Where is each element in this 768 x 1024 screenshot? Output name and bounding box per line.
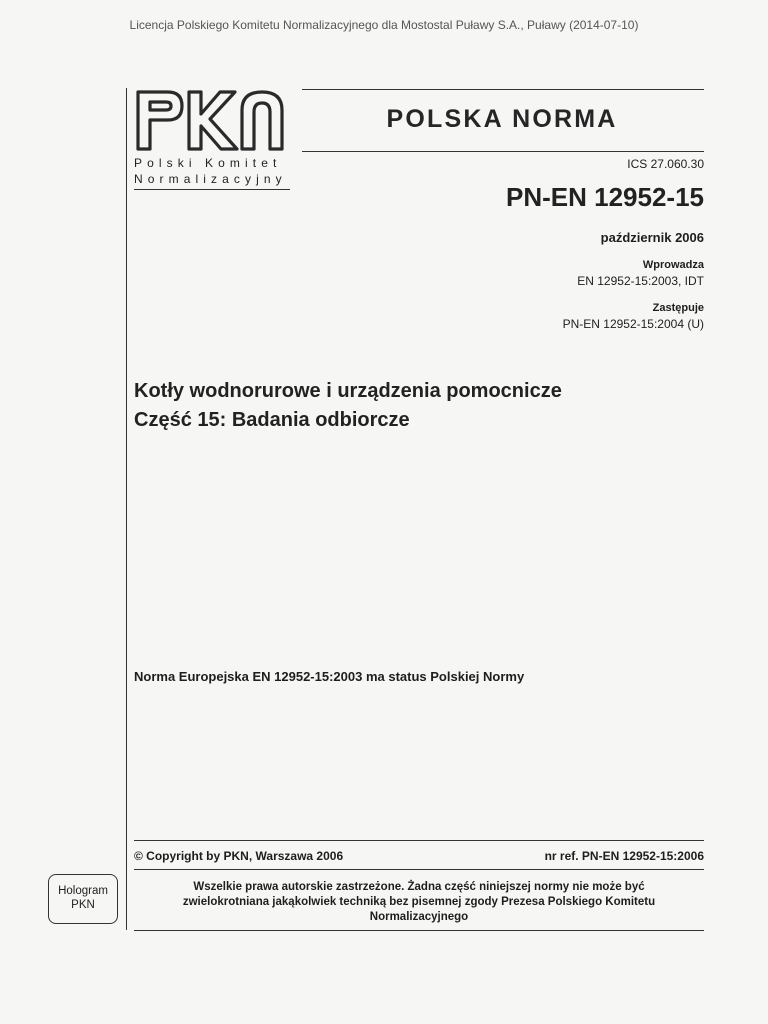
bottom-rule (134, 930, 704, 931)
introduces-value: EN 12952-15:2003, IDT (577, 274, 704, 288)
hologram-line2: PKN (71, 899, 95, 911)
copyright-notice: © Copyright by PKN, Warszawa 2006 (134, 849, 344, 863)
status-statement: Norma Europejska EN 12952-15:2003 ma status Polskiej Normy (134, 669, 525, 684)
title-line1: Kotły wodnorurowe i urządzenia pomocnicze (134, 380, 562, 402)
document-title (134, 377, 562, 435)
norm-id: PN-EN 12952-15 (506, 182, 704, 212)
replaces-label: Zastępuje (652, 302, 704, 314)
left-vertical-rule (126, 88, 127, 930)
reference-number: nr ref. PN-EN 12952-15:2006 (544, 849, 704, 863)
ics-code: ICS 27.060.30 (627, 157, 704, 171)
replaces-value: PN-EN 12952-15:2004 (U) (562, 317, 704, 331)
rights-line3: Normalizacyjnego (369, 911, 469, 923)
pkn-logo-icon (134, 88, 292, 152)
title-line2: Część 15: Badania odbiorcze (134, 409, 410, 431)
hologram-line1: Hologram (58, 885, 108, 897)
publication-date: październik 2006 (600, 230, 704, 245)
org-name-line1: Polski Komitet (134, 156, 282, 170)
rights-reserved-notice (134, 880, 704, 925)
copyright-top-rule (134, 840, 704, 841)
logo-underline-rule (134, 189, 290, 190)
introduces-label: Wprowadza (642, 259, 704, 271)
header-underline-rule (302, 151, 704, 152)
org-name-line2: Normalizacyjny (134, 172, 287, 186)
copyright-bottom-rule (134, 869, 704, 870)
rights-line2: zwielokrotniana jakąkolwiek techniką bez pisemnej zgody Prezesa Polskiego Komitetu (182, 896, 656, 908)
top-rule (302, 89, 704, 90)
hologram-box (48, 874, 118, 924)
rights-line1: Wszelkie prawa autorskie zastrzeżone. Żadna część niniejszej normy nie może być (193, 881, 645, 893)
document-type-heading: POLSKA NORMA (386, 105, 618, 133)
license-notice: Licencja Polskiego Komitetu Normalizacyjnego dla Mostostal Puławy S.A., Puławy (2014-07-10) (129, 18, 639, 32)
